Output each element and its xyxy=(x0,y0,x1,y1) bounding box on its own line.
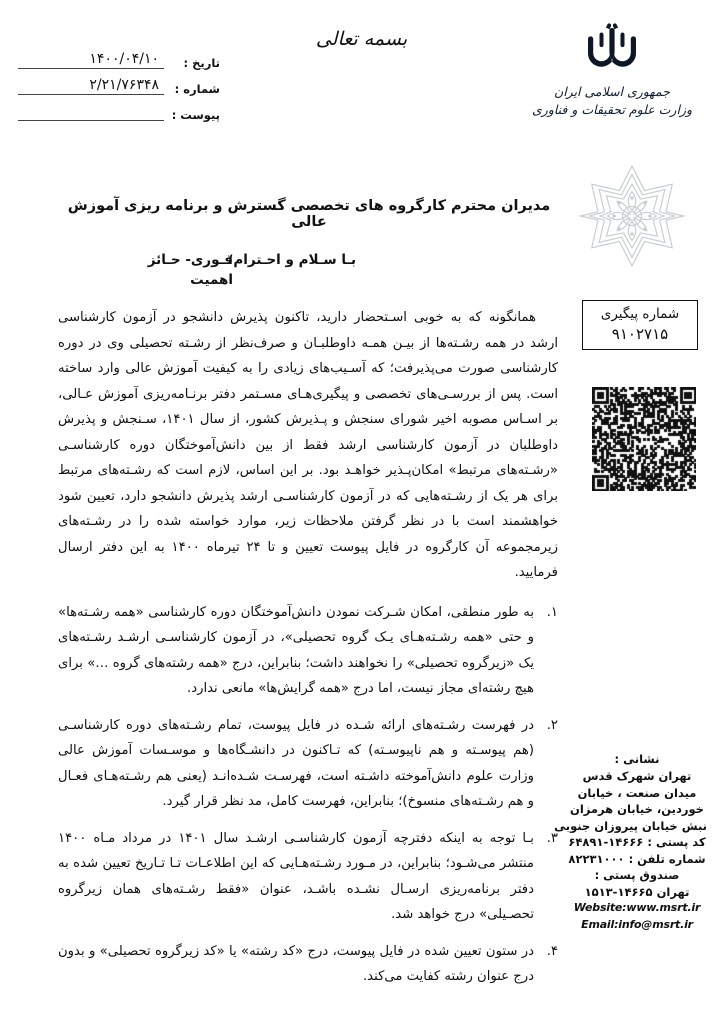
qr-code xyxy=(592,387,696,491)
salutation: بـا سـلام و احـترام؛ xyxy=(228,252,357,268)
list-item-text: در فهرست رشـته‌های ارائه شـده در فایل پیوست، تمام رشـته‌های دوره کارشناسـی (هم پیوسـته و هم ناپیوسـته) که تـاکنون در دانشـگاه‌ها و موسـسات آموزش عالی وزارت علوم دانش‌آموخته داشـته است، فهرسـت شـده‌انـد (یعنی هم رشـته‌هـای فعـال و هم رشـته‌های منسوخ)؛ بنابراین، فهرست کامل، مد نظر قرار گیرد. xyxy=(58,717,534,809)
number-value: ۲/۲۱/۷۶۳۴۸ xyxy=(86,77,162,93)
ministry-name: وزارت علوم تحقیقات و فناوری xyxy=(531,102,693,117)
tracking-number-box xyxy=(582,300,698,350)
list-item-number: ۲. xyxy=(546,717,558,733)
date-underline xyxy=(18,51,164,69)
body-paragraph: همانگونه که به خوبی اسـتحضار دارید، تاکنون پذیرش دانشجو در آزمون کارشناسی ارشد در همه رشـته‌ها از بیـن همـه داوطلبـان و صرف‌نظر از رشـته تحصیلی وی در دوره کارشناسی صورت می‌پذیرفت؛ که آسـیب‌های زیادی را به کیفیت آموزش عالی وارد ساخته است. پس از بررسـی‌های تخصصی و پیگیری‌هـای مسـتمر دفتر برنـامه‌ریزی آموزش عـالی، بر اسـاس مصوبه اخیر شورای سنجش و پـذیرش کشور، از سال ۱۴۰۱، سـنجش و پذیرش داوطلبان در آزمون کارشناسی ارشد فقط از بین دانش‌آموختگان دوره کارشناسـی «رشـته‌های مرتبط» امکان‌پـذیر خواهـد بود. بر این اساس، لازم است که رشـته‌های مرتبط برای هر یک از رشـته‌هایی که در آزمون کارشناسـی ارشد پذیرش دانشجو دارد، تعیین شود خواهشمند است با در نظر گرفتن ملاحظات زیر، موارد خواسته شده را در رشـته‌های زیرمجموعه آن کارگروه در فایل پیوست تعیین و تا ۲۴ تیرماه ۱۴۰۰ به این دفتر ارسال فرمایید. xyxy=(58,310,558,580)
basmala-heading: بسمه تعالی xyxy=(315,28,408,50)
tracking-number-label: شماره پیگیری xyxy=(600,306,680,322)
list-item-number: ۱. xyxy=(546,604,558,620)
numbered-list xyxy=(58,600,558,990)
list-item-text: بـا توجه به اینکه دفترچه آزمون کارشناسـی ارشـد سال ۱۴۰۱ در مرداد مـاه ۱۴۰۰ منتشر می‌شـود؛ بنابراین، در مـورد رشـته‌هـایی که این اطلاعـات تـا تـاریخ تعیین شده به دفتر برنامه‌ریزی ارسـال نشـده باشـد، عنوان «فقط رشـته‌های همان زیرگروه تحصـیلی» درج خواهد شد. xyxy=(58,830,534,922)
address-line: صندوق پستی : xyxy=(594,868,680,882)
address-line: میدان صنعت ، خیابان xyxy=(577,785,697,800)
website-line: Website:www.msrt.ir xyxy=(573,901,701,914)
list-item xyxy=(58,939,558,990)
metadata-row-number xyxy=(18,72,220,98)
urgency-label-line1: فـوری- حـائز xyxy=(147,252,233,268)
number-label: شماره : xyxy=(174,82,220,96)
date-label: تاریخ : xyxy=(183,56,220,70)
tracking-number-value: ۹۱۰۲۷۱۵ xyxy=(611,325,669,344)
list-item-text: در ستون تعیین شده در فایل پیوست، درج «کد رشته» یا «کد زیرگروه تحصیلی» و بدون درج عنوان رشته کفایت می‌کند. xyxy=(58,943,534,984)
attachment-underline xyxy=(18,119,164,121)
letter-body xyxy=(58,305,558,1001)
qr-code-icon xyxy=(592,387,696,491)
list-item-number: ۳. xyxy=(546,830,558,846)
list-item xyxy=(58,600,558,702)
address-label: نشانی : xyxy=(614,752,660,766)
list-item-text: به طور منطقی، امکان شـرکت نمودن دانش‌آموختگان دوره کارشناسی «همه رشـته‌ها» و حتی «همه رشـته‌هـای یـک گروه تحصیلی»، در آزمون کارشناسـی ارشـد رشـته‌های یک «زیرگروه تحصیلی» را نخواهند داشت؛ بنابراین، درج «همه رشته‌های گروه …» برای هیچ رشته‌ای مجاز نیست، اما درج «همه گرایش‌ها» مانعی ندارد. xyxy=(58,604,534,696)
list-item xyxy=(58,826,558,928)
address-lines xyxy=(554,768,707,900)
urgency-label-line2: اهمیت xyxy=(190,272,233,288)
ministry-letterhead xyxy=(519,22,705,117)
number-underline xyxy=(18,77,164,95)
address-line: نبش خیابان پیروزان جنوبی xyxy=(554,818,707,833)
islamic-star-ornament-icon xyxy=(579,163,685,269)
email-line: Email:info@msrt.ir xyxy=(581,917,693,931)
address-line: کد پستی : ۱۴۶۶۶-۶۴۸۹۱ xyxy=(568,835,706,849)
date-value: ۱۴۰۰/۰۴/۱۰ xyxy=(86,51,162,67)
list-item xyxy=(58,713,558,815)
attachment-label: پیوست : xyxy=(171,108,220,122)
iran-emblem-icon xyxy=(581,22,643,80)
country-name: جمهوری اسلامی ایران xyxy=(554,84,670,99)
address-line: شماره تلفن : ۸۲۲۳۱۰۰۰ xyxy=(568,851,706,866)
page-title: مدیران محترم کارگروه های تخصصی گسترش و برنامه ریزی آموزش عالی xyxy=(67,198,551,230)
footer-address xyxy=(554,752,707,933)
address-line: تهران ۱۴۶۶۵-۱۵۱۳ xyxy=(584,884,690,899)
letter-metadata xyxy=(18,46,220,124)
metadata-row-date xyxy=(18,46,220,72)
metadata-row-attachment xyxy=(18,98,220,124)
address-line: تهران شهرک قدس xyxy=(582,769,692,783)
list-item-number: ۴. xyxy=(546,943,558,959)
address-line: خوردین، خیابان هرمزان xyxy=(570,802,704,816)
